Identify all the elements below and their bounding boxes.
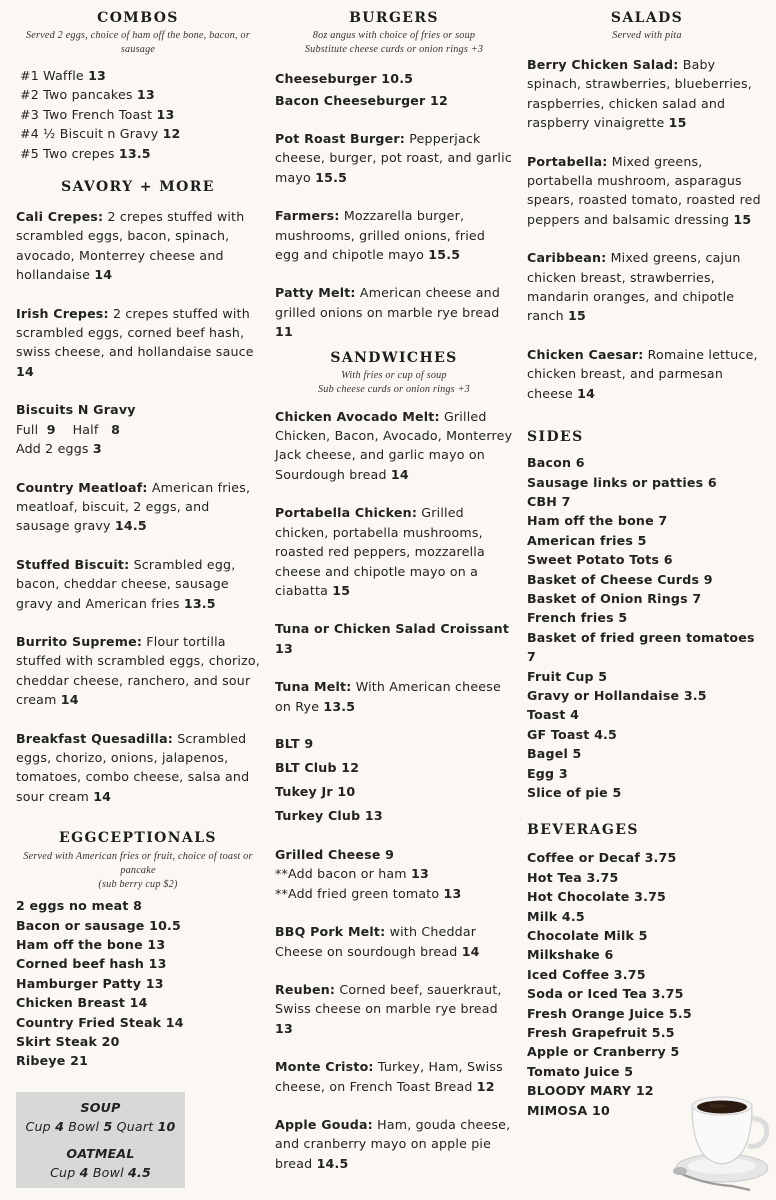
- list-item: 7: [527, 649, 536, 665]
- list-item: Fruit Cup 5: [527, 668, 608, 684]
- list-item: Corned beef hash 13: [16, 956, 167, 972]
- eggceptionals-list: [16, 896, 260, 1071]
- list-item: Tomato Juice 5: [527, 1063, 634, 1079]
- list-item: Sweet Potato Tots 6: [527, 552, 673, 568]
- list-item: Fresh Grapefruit 5.5: [527, 1025, 675, 1041]
- sandwiches-simple-list: [275, 732, 513, 828]
- coffee-cup-icon: [672, 1076, 772, 1196]
- sandwiches-note: With fries or cup of soup: [341, 369, 447, 381]
- list-item: Turkey Club 13: [275, 807, 383, 823]
- list-item: Ham off the bone 7: [527, 513, 668, 529]
- combo-item: #1 Waffle 13: [20, 68, 107, 83]
- list-item: Bacon or sausage 10.5: [16, 917, 181, 933]
- burgers-simple-list: [275, 68, 513, 112]
- list-item: Ham off the bone 13: [16, 937, 166, 952]
- list-item: Cheeseburger 10.5: [275, 71, 414, 86]
- list-item: Basket of Cheese Curds 9: [527, 571, 713, 587]
- salads-heading: SALADS: [610, 10, 684, 26]
- menu-item-biscuits-gravy: Biscuits N Gravy Full 9 Half 8 Add 2 eggs 3: [16, 402, 136, 457]
- list-item: Bacon Cheeseburger 12: [275, 93, 448, 108]
- combo-item: #4 ½ Biscuit n Gravy 12: [20, 126, 181, 142]
- list-item: Hot Tea 3.75: [527, 869, 619, 885]
- menu-item-reuben: Reuben: Corned beef, sauerkraut, Swiss cheese on marble rye bread 13: [275, 981, 502, 1036]
- list-item: Chocolate Milk 5: [527, 928, 648, 944]
- menu-item-pot-roast-burger: Pot Roast Burger: Pepperjack cheese, burger, pot roast, and garlic mayo 15.5: [275, 131, 512, 185]
- list-item: Coffee or Decaf 3.75: [527, 850, 677, 866]
- list-item: BLOODY MARY 12: [527, 1083, 654, 1099]
- menu-item-chicken-avocado-melt: Chicken Avocado Melt: Grilled Chicken, Bacon, Avocado, Monterrey Jack cheese, and garlic mayo on Sourdough bread 14: [275, 408, 513, 482]
- sides-list: [527, 453, 767, 802]
- menu-item-breakfast-quesadilla: Breakfast Quesadilla: Scrambled eggs, chorizo, onions, jalapenos, tomatoes, combo cheese, salsa and sour cream 14: [16, 730, 250, 804]
- oatmeal-prices: Cup 4 Bowl 4.5: [50, 1165, 151, 1180]
- list-item: Hot Chocolate 3.75: [527, 889, 667, 905]
- menu-item-berry-chicken-salad: Berry Chicken Salad: Baby spinach, strawberries, blueberries, raspberries, chicken salad and raspberry vinaigrette 15: [527, 57, 752, 131]
- menu-item-portabella-salad: Portabella: Mixed greens, portabella mushroom, asparagus spears, roasted tomato, roasted red peppers and balsamic dressing 15: [527, 153, 761, 227]
- combos-heading: COMBOS: [97, 10, 179, 26]
- burgers-heading: BURGERS: [349, 10, 439, 26]
- menu-item-patty-melt: Patty Melt: American cheese and grilled onions on marble rye bread 11: [275, 285, 501, 340]
- salads-note: Served with pita: [612, 30, 682, 41]
- eggceptionals-note: Served with American fries or fruit, choice of toast or pancake: [23, 851, 253, 877]
- eggceptionals-heading: EGGCEPTIONALS: [59, 830, 217, 847]
- list-item: Gravy or Hollandaise 3.5: [527, 687, 707, 703]
- soup-prices: Cup 4 Bowl 5 Quart 10: [25, 1119, 176, 1134]
- soup-oatmeal-box: [16, 1092, 185, 1188]
- combo-item: #2 Two pancakes 13: [20, 87, 155, 103]
- eggceptionals-note-sub: (sub berry cup $2): [98, 879, 178, 891]
- list-item: Sausage links or patties 6: [527, 474, 717, 490]
- column-middle: [275, 8, 513, 1173]
- list-item: Apple or Cranberry 5: [527, 1044, 680, 1060]
- list-item: Milkshake 6: [527, 947, 614, 963]
- menu-item-grilled-cheese: Grilled Cheese 9 **Add bacon or ham 13 **Add fried green tomato 13: [275, 846, 462, 901]
- menu-item-burrito-supreme: Burrito Supreme: Flour tortilla stuffed with scrambled eggs, chorizo, cheddar cheese, ranchero, and sour cream 14: [16, 633, 261, 708]
- column-left: [16, 8, 260, 1071]
- menu-item-cali-crepes: Cali Crepes: 2 crepes stuffed with scrambled eggs, bacon, spinach, avocado, Monterrey cheese and hollandaise 14: [16, 209, 245, 283]
- burgers-note-sub: Substitute cheese curds or onion rings +3: [304, 44, 484, 55]
- list-item: American fries 5: [527, 532, 647, 548]
- combo-item: #3 Two French Toast 13: [20, 106, 175, 122]
- menu-item-caribbean: Caribbean: Mixed greens, cajun chicken breast, strawberries, mandarin oranges, and chipotle ranch 15: [527, 250, 741, 324]
- list-item: Milk 4.5: [527, 908, 585, 924]
- list-item: Fresh Orange Juice 5.5: [527, 1005, 692, 1021]
- sides-heading: SIDES: [527, 429, 584, 446]
- list-item: Ribeye 21: [16, 1053, 89, 1069]
- list-item: Basket of Onion Rings 7: [527, 590, 702, 606]
- list-item: Chicken Breast 14: [16, 995, 148, 1011]
- soup-title: SOUP: [80, 1100, 121, 1115]
- menu-item-country-meatloaf: Country Meatloaf: American fries, meatloaf, biscuit, 2 eggs, and sausage gravy 14.5: [16, 479, 251, 534]
- list-item: CBH 7: [527, 493, 571, 509]
- list-item: BLT Club 12: [275, 759, 360, 775]
- menu-item-tuna-chicken-croissant: Tuna or Chicken Salad Croissant 13: [275, 621, 510, 656]
- sandwiches-note-sub: Sub cheese curds or onion rings +3: [318, 383, 470, 395]
- list-item: French fries 5: [527, 610, 628, 626]
- menu-item-monte-cristo: Monte Cristo: Turkey, Ham, Swiss cheese, on French Toast Bread 12: [275, 1059, 503, 1094]
- menu-item-apple-gouda: Apple Gouda: Ham, gouda cheese, and cranberry mayo on apple pie bread 14.5: [275, 1117, 511, 1171]
- combo-item: #5 Two crepes 13.5: [20, 145, 151, 161]
- combos-note: Served 2 eggs, choice of ham off the bone, bacon, or sausage: [25, 30, 250, 55]
- list-item: Skirt Steak 20: [16, 1034, 120, 1050]
- combos-list: [20, 66, 260, 163]
- list-item: Soda or Iced Tea 3.75: [527, 986, 684, 1002]
- list-item: BLT 9: [275, 735, 314, 751]
- list-item: Bacon 6: [527, 455, 585, 471]
- menu-item-irish-crepes: Irish Crepes: 2 crepes stuffed with scrambled eggs, corned beef hash, swiss cheese, and hollandaise sauce 14: [16, 305, 254, 379]
- list-item: Bagel 5: [527, 746, 582, 762]
- menu-item-bbq-pork-melt: BBQ Pork Melt: with Cheddar Cheese on sourdough bread 14: [275, 924, 480, 959]
- list-item: Egg 3: [527, 765, 568, 781]
- menu-item-farmers: Farmers: Mozzarella burger, mushrooms, grilled onions, fried egg and chipotle mayo 15.5: [275, 208, 486, 263]
- list-item: Hamburger Patty 13: [16, 975, 164, 991]
- oatmeal-title: OATMEAL: [66, 1146, 135, 1161]
- list-item: 2 eggs no meat 8: [16, 898, 143, 914]
- list-item: Toast 4: [527, 707, 580, 723]
- sandwiches-heading: SANDWICHES: [330, 349, 458, 366]
- list-item: Country Fried Steak 14: [16, 1014, 184, 1030]
- list-item: MIMOSA 10: [527, 1102, 610, 1118]
- burgers-note: 8oz angus with choice of fries or soup: [312, 30, 476, 41]
- list-item: Basket of fried green tomatoes: [527, 629, 755, 645]
- menu-item-chicken-caesar: Chicken Caesar: Romaine lettuce, chicken breast, and parmesan cheese 14: [527, 346, 758, 401]
- list-item: Tukey Jr 10: [275, 783, 356, 799]
- list-item: Iced Coffee 3.75: [527, 966, 646, 982]
- menu-item-tuna-melt: Tuna Melt: With American cheese on Rye 13.5: [275, 679, 501, 714]
- menu-item-portabella-chicken: Portabella Chicken: Grilled chicken, portabella mushrooms, roasted red peppers, mozzarella cheese and chipotle mayo on a ciabatta 15: [275, 505, 485, 598]
- column-right: [527, 8, 767, 1120]
- savory-heading: SAVORY + MORE: [61, 179, 215, 196]
- list-item: Slice of pie 5: [527, 785, 622, 800]
- menu-item-stuffed-biscuit: Stuffed Biscuit: Scrambled egg, bacon, cheddar cheese, sausage gravy and American fries 13.5: [16, 556, 236, 611]
- beverages-heading: BEVERAGES: [527, 822, 639, 839]
- list-item: GF Toast 4.5: [527, 726, 618, 742]
